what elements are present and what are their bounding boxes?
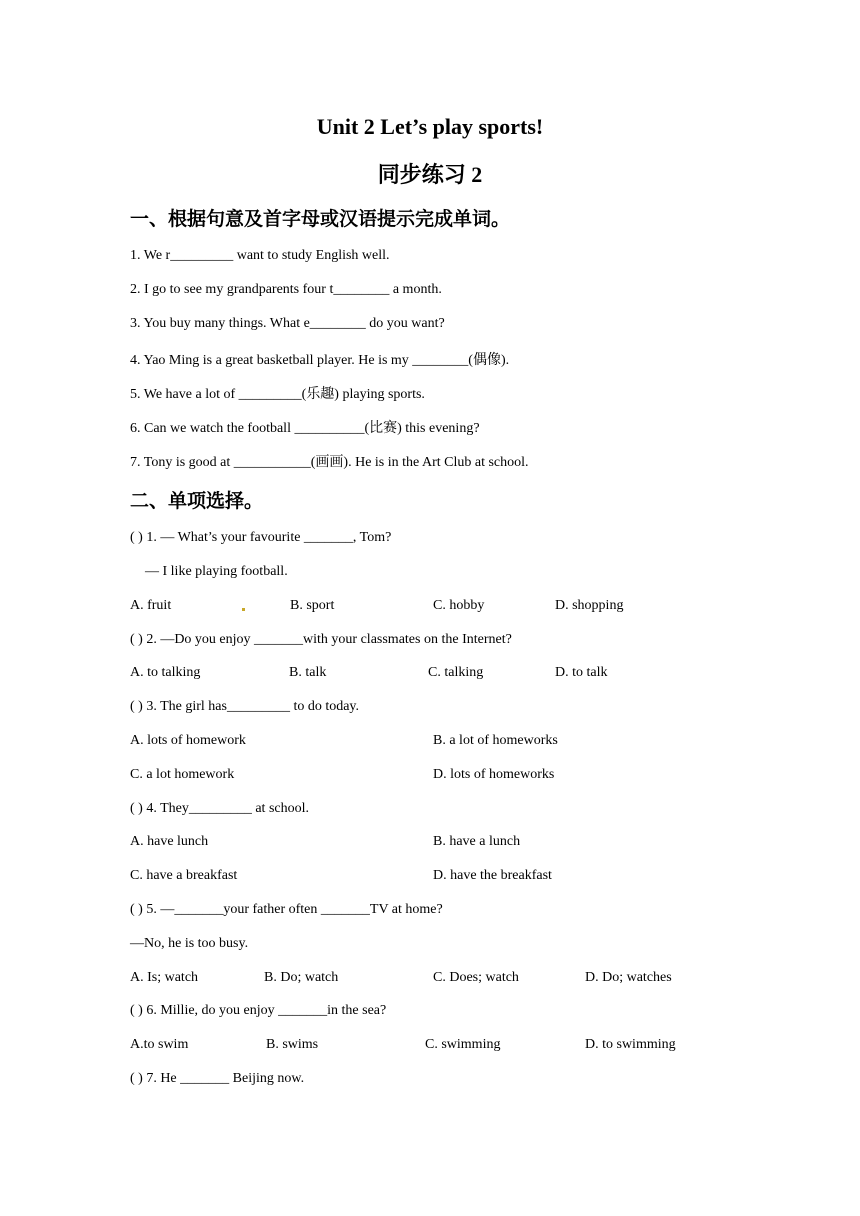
fill-item-4: 4. Yao Ming is a great basketball player. He is my ________(偶像). bbox=[130, 353, 510, 368]
question-3-stem: ( ) 3. The girl has_________ to do today. bbox=[130, 699, 360, 714]
q2-option-d: D. to talk bbox=[555, 665, 608, 680]
q6-option-b: B. swims bbox=[266, 1037, 319, 1052]
q2-option-a: A. to talking bbox=[130, 665, 201, 680]
q5-option-a: A. Is; watch bbox=[130, 970, 199, 985]
q4-option-d: D. have the breakfast bbox=[433, 868, 552, 883]
section2-heading: 二、单项选择。 bbox=[130, 491, 264, 512]
fill-item-2: 2. I go to see my grandparents four t________ a month. bbox=[130, 282, 442, 297]
q4-option-c: C. have a breakfast bbox=[130, 868, 238, 883]
fill-item-6: 6. Can we watch the football __________(比赛) this evening? bbox=[130, 421, 480, 436]
question-1-stem: ( ) 1. — What’s your favourite _______, Tom? bbox=[130, 530, 392, 545]
q3-option-d: D. lots of homeworks bbox=[433, 767, 555, 782]
question-7-stem: ( ) 7. He _______ Beijing now. bbox=[130, 1071, 305, 1086]
stray-mark bbox=[242, 608, 245, 611]
fill-item-7: 7. Tony is good at ___________(画画). He is in the Art Club at school. bbox=[130, 455, 529, 470]
question-6-stem: ( ) 6. Millie, do you enjoy _______in the sea? bbox=[130, 1003, 387, 1018]
q4-option-b: B. have a lunch bbox=[433, 834, 521, 849]
q3-option-c: C. a lot homework bbox=[130, 767, 235, 782]
fill-item-5: 5. We have a lot of _________(乐趣) playing sports. bbox=[130, 387, 425, 402]
q1-option-b: B. sport bbox=[290, 598, 335, 613]
q3-option-a: A. lots of homework bbox=[130, 733, 246, 748]
q5-option-d: D. Do; watches bbox=[585, 970, 672, 985]
question-5-reply: —No, he is too busy. bbox=[130, 936, 249, 951]
q3-option-b: B. a lot of homeworks bbox=[433, 733, 558, 748]
q1-option-c: C. hobby bbox=[433, 598, 485, 613]
q6-option-a: A.to swim bbox=[130, 1037, 189, 1052]
q5-option-c: C. Does; watch bbox=[433, 970, 519, 985]
q2-option-b: B. talk bbox=[289, 665, 327, 680]
q5-option-b: B. Do; watch bbox=[264, 970, 339, 985]
q4-option-a: A. have lunch bbox=[130, 834, 209, 849]
question-2-stem: ( ) 2. —Do you enjoy _______with your classmates on the Internet? bbox=[130, 632, 512, 647]
page-subtitle: 同步练习 2 bbox=[377, 162, 483, 187]
q1-option-d: D. shopping bbox=[555, 598, 624, 613]
q1-option-a: A. fruit bbox=[130, 598, 172, 613]
fill-item-1: 1. We r_________ want to study English well. bbox=[130, 248, 390, 263]
q6-option-c: C. swimming bbox=[425, 1037, 501, 1052]
page-title: Unit 2 Let’s play sports! bbox=[316, 114, 544, 139]
fill-item-3: 3. You buy many things. What e________ do you want? bbox=[130, 316, 445, 331]
question-1-reply: — I like playing football. bbox=[145, 564, 288, 579]
question-5-stem: ( ) 5. —_______your father often _______TV at home? bbox=[130, 902, 443, 917]
q6-option-d: D. to swimming bbox=[585, 1037, 676, 1052]
q2-option-c: C. talking bbox=[428, 665, 484, 680]
question-4-stem: ( ) 4. They_________ at school. bbox=[130, 801, 309, 816]
section1-heading: 一、根据句意及首字母或汉语提示完成单词。 bbox=[130, 209, 511, 230]
